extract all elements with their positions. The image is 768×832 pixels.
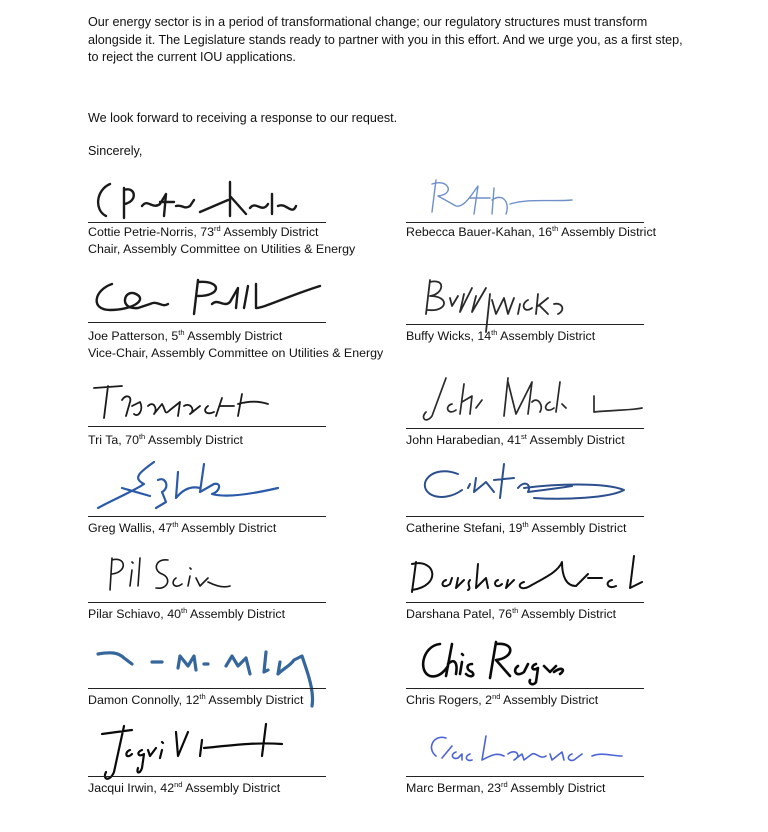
signature-patel [406,552,646,602]
signatory-name: Buffy Wicks, 14th Assembly District [406,328,596,343]
signatory-name: John Harabedian, 41st Assembly District [406,432,625,447]
response-request-paragraph: We look forward to receiving a response to our request. [88,111,398,125]
signatory-title: Vice-Chair, Assembly Committee on Utilities & Energy [88,346,384,360]
signatory-name: Darshana Patel, 76th Assembly District [406,606,617,621]
signatory-name: Catherine Stefani, 19th Assembly District [406,520,627,535]
signature-wicks [420,274,580,334]
signatory-name: Joe Patterson, 5th Assembly District [88,328,283,343]
signatory-name: Greg Wallis, 47th Assembly District [88,520,277,535]
signature-line [406,516,644,517]
closing-salutation: Sincerely, [88,144,143,158]
signatory-name: Marc Berman, 23rd Assembly District [406,780,606,795]
signature-line [406,222,644,223]
signatory-name: Jacqui Irwin, 42nd Assembly District [88,780,281,795]
signatory-name: Chris Rogers, 2nd Assembly District [406,692,599,707]
signature-line [88,322,326,323]
signature-petrie-norris [90,176,300,224]
signature-line [88,776,326,777]
signature-ta [92,380,292,424]
signature-harabedian [416,374,646,430]
signature-line [88,426,326,427]
signature-rogers [414,636,584,690]
signatory-name: Pilar Schiavo, 40th Assembly District [88,606,286,621]
signature-line [406,776,644,777]
signatory-name: Damon Connolly, 12th Assembly District [88,692,304,707]
signatory-name: Rebecca Bauer-Kahan, 16th Assembly District [406,224,657,239]
signature-line [88,688,326,689]
signature-line [406,688,644,689]
signature-line [406,428,644,429]
signature-wallis [92,458,292,514]
signatory-title: Chair, Assembly Committee on Utilities & Energy [88,242,356,256]
signature-stefani [414,458,634,514]
signature-patterson [88,274,328,322]
signature-line [88,222,326,223]
signature-line [88,516,326,517]
signature-line [88,602,326,603]
signature-line [406,602,644,603]
signatory-name: Cottie Petrie-Norris, 73rd Assembly District [88,224,319,239]
signature-line [406,324,644,325]
signature-berman [412,730,642,770]
signature-schiavo [104,552,244,602]
signature-bauer-kahan [412,174,582,222]
signatory-name: Tri Ta, 70th Assembly District [88,432,243,447]
closing-paragraph: Our energy sector is in a period of transformational change; our regulatory structures must transform alongside it. The Legislature stands ready to partner with you in this effort. And we urge you, as a first step, to reject the current IOU applications. [88,15,683,64]
